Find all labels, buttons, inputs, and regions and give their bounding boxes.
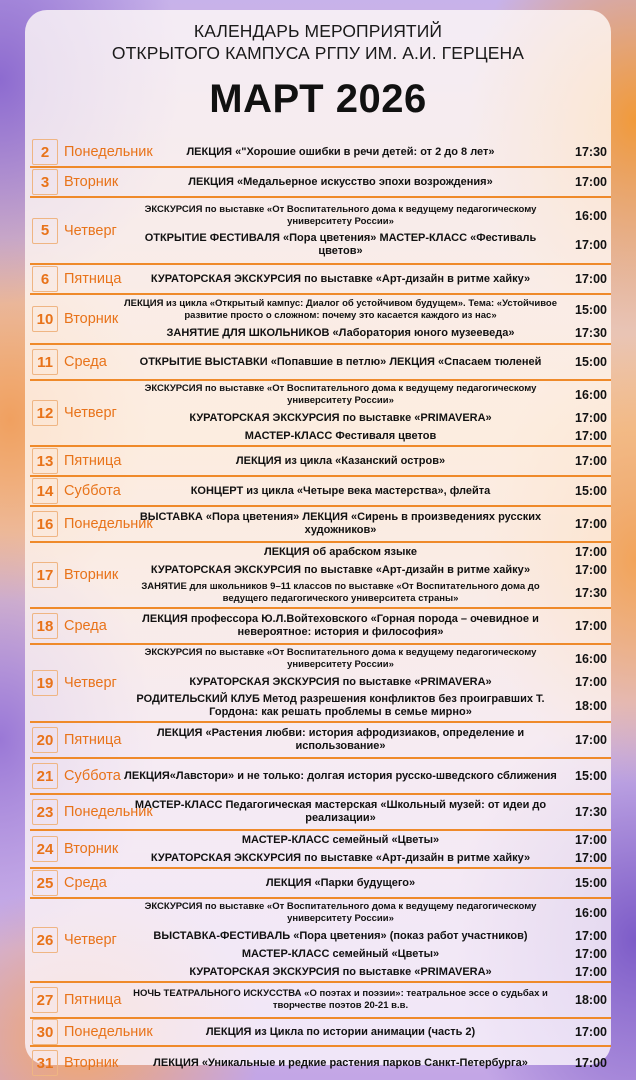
event-title: ЗАНЯТИЕ для школьников 9–11 классов по выставке «От Воспитательного дома до ведущего педагогического университета страны»: [141, 581, 540, 604]
event-time: 18:00: [575, 699, 607, 713]
event-title: ЭКСКУРСИЯ по выставке «От Воспитательного дома к ведущему педагогическому университету России»: [144, 901, 537, 924]
day-row: [30, 345, 611, 381]
event-time: 15:00: [575, 876, 607, 890]
day-label: [30, 723, 170, 757]
day-label: [30, 198, 170, 263]
calendar-header: [25, 10, 611, 124]
day-number: 16: [32, 511, 58, 537]
event-title: МАСТЕР-КЛАСС семейный «Цветы»: [241, 833, 440, 846]
event-item: [120, 1023, 611, 1041]
day-label: [30, 1019, 170, 1045]
event-time: 17:00: [575, 929, 607, 943]
event-time: 17:00: [575, 965, 607, 979]
event-list: [120, 797, 611, 827]
event-list: [120, 986, 611, 1014]
event-list: [120, 353, 611, 371]
event-title: МАСТЕР-КЛАСС Педагогическая мастерская «Школьный музей: от идеи до реализации»: [134, 799, 547, 824]
weekday-name: Четверг: [64, 405, 117, 421]
weekday-name: Четверг: [64, 675, 117, 691]
event-time: 17:30: [575, 586, 607, 600]
day-label: [30, 295, 170, 343]
event-list: [120, 725, 611, 755]
event-time: 15:00: [575, 769, 607, 783]
event-list: [120, 543, 611, 607]
event-title: КУРАТОРСКАЯ ЭКСКУРСИЯ по выставке «Арт-дизайн в ритме хайку»: [150, 851, 531, 864]
day-row: [30, 447, 611, 477]
weekday-name: Вторник: [64, 567, 119, 583]
event-list: [120, 1023, 611, 1041]
day-number: 21: [32, 763, 58, 789]
event-list: [120, 202, 611, 260]
event-title: ЭКСКУРСИЯ по выставке «От Воспитательного дома к ведущему педагогическому университету России»: [144, 203, 537, 227]
event-list: [120, 143, 611, 161]
event-time: 16:00: [575, 388, 607, 402]
event-time: 17:30: [575, 805, 607, 819]
weekday-name: Вторник: [64, 841, 119, 857]
event-item: [120, 173, 611, 191]
event-item: [120, 673, 611, 691]
day-row: [30, 759, 611, 795]
event-title: КОНЦЕРТ из цикла «Четыре века мастерства», флейта: [190, 484, 491, 497]
event-title: ВЫСТАВКА «Пора цветения» ЛЕКЦИЯ «Сирень в произведениях русских художников»: [139, 511, 542, 536]
day-row: [30, 869, 611, 899]
event-item: [120, 579, 611, 607]
event-item: [120, 725, 611, 755]
day-row: [30, 723, 611, 759]
event-time: 17:00: [575, 851, 607, 865]
day-row: [30, 477, 611, 507]
event-title: ЛЕКЦИЯ «Растения любви: история афродизиаков, определение и использование»: [156, 727, 525, 752]
event-item: [120, 849, 611, 867]
day-row: [30, 265, 611, 295]
event-list: [120, 874, 611, 892]
event-title: НОЧЬ ТЕАТРАЛЬНОГО ИСКУССТВА «О поэтах и поэзии»: театральное эссе о судьбах и творчестве поэтов 20-21 в.в.: [133, 988, 548, 1011]
event-time: 17:00: [575, 411, 607, 425]
event-title: КУРАТОРСКАЯ ЭКСКУРСИЯ по выставке «PRIMAVERA»: [189, 965, 492, 978]
day-number: 14: [32, 478, 58, 504]
event-time: 16:00: [575, 208, 607, 223]
day-number: 5: [32, 218, 58, 244]
event-item: [120, 353, 611, 371]
event-time: 17:00: [575, 429, 607, 443]
event-title: ЛЕКЦИЯ из цикла «Открытый кампус: Диалог об устойчивом будущем». Тема: «Устойчивое развитие просто о сложном: почему это касается каждого из нас»: [124, 298, 558, 321]
weekday-name: Пятница: [64, 992, 122, 1008]
event-item: [120, 1054, 611, 1072]
event-time: 17:00: [575, 619, 607, 633]
event-title: КУРАТОРСКАЯ ЭКСКУРСИЯ по выставке «Арт-дизайн в ритме хайку»: [150, 563, 531, 576]
day-number: 31: [32, 1050, 58, 1076]
weekday-name: Суббота: [64, 483, 121, 499]
event-item: [120, 963, 611, 981]
event-time: 17:30: [575, 326, 607, 340]
event-time: 17:00: [575, 272, 607, 286]
day-row: [30, 1047, 611, 1079]
event-time: 17:00: [575, 833, 607, 847]
weekday-name: Среда: [64, 618, 107, 634]
event-item: [120, 611, 611, 641]
weekday-name: Понедельник: [64, 144, 153, 160]
day-row: [30, 507, 611, 543]
event-time: 17:00: [575, 545, 607, 559]
weekday-name: Вторник: [64, 311, 119, 327]
calendar-title-line1: КАЛЕНДАРЬ МЕРОПРИЯТИЙ: [193, 21, 443, 41]
event-title: ОТКРЫТИЕ ВЫСТАВКИ «Попавшие в петлю» ЛЕКЦИЯ «Спасаем тюленей: [139, 355, 542, 368]
day-number: 3: [32, 169, 58, 195]
event-item: [120, 797, 611, 827]
event-list: [120, 270, 611, 288]
event-list: [120, 452, 611, 470]
event-item: [120, 381, 611, 409]
day-number: 24: [32, 836, 58, 862]
day-label: [30, 983, 170, 1017]
event-list: [120, 296, 611, 342]
event-time: 16:00: [575, 906, 607, 920]
event-title: ВЫСТАВКА-ФЕСТИВАЛЬ «Пора цветения» (показ работ участников): [153, 929, 528, 942]
event-title: ЛЕКЦИЯ из Цикла по истории анимации (часть 2): [205, 1025, 476, 1038]
event-item: [120, 409, 611, 427]
day-number: 27: [32, 987, 58, 1013]
event-time: 17:00: [575, 733, 607, 747]
day-label: [30, 759, 170, 793]
day-row: [30, 138, 611, 168]
day-row: [30, 198, 611, 265]
day-row: [30, 1019, 611, 1047]
event-item: [120, 296, 611, 324]
day-row: [30, 381, 611, 447]
event-title: ЭКСКУРСИЯ по выставке «От Воспитательного дома к ведущему педагогическому университету России»: [144, 647, 537, 670]
event-item: [120, 427, 611, 445]
day-number: 11: [32, 349, 58, 375]
day-number: 12: [32, 400, 58, 426]
weekday-name: Пятница: [64, 453, 122, 469]
day-label: [30, 831, 170, 867]
event-title: ЛЕКЦИЯ «Уникальные и редкие растения парков Санкт-Петербурга»: [153, 1056, 528, 1069]
day-number: 26: [32, 927, 58, 953]
event-list: [120, 381, 611, 445]
day-label: [30, 899, 170, 981]
weekday-name: Понедельник: [64, 1024, 153, 1040]
event-time: 17:00: [575, 237, 607, 252]
event-item: [120, 452, 611, 470]
event-list: [120, 899, 611, 981]
event-list: [120, 831, 611, 867]
day-row: [30, 795, 611, 831]
event-list: [120, 1054, 611, 1072]
weekday-name: Среда: [64, 875, 107, 891]
event-item: [120, 270, 611, 288]
weekday-name: Вторник: [64, 1055, 119, 1071]
day-number: 23: [32, 799, 58, 825]
event-title: ЛЕКЦИЯ об арабском языке: [264, 545, 417, 558]
event-list: [120, 611, 611, 641]
day-number: 17: [32, 562, 58, 588]
event-list: [120, 482, 611, 500]
event-time: 17:00: [575, 947, 607, 961]
event-time: 17:00: [575, 1056, 607, 1070]
event-item: [120, 986, 611, 1014]
weekday-name: Понедельник: [64, 804, 153, 820]
month-title: МАРТ 2026: [209, 77, 427, 121]
event-time: 17:00: [575, 675, 607, 689]
event-title: ЛЕКЦИЯ из цикла «Казанский остров»: [235, 454, 446, 467]
day-label: [30, 381, 170, 445]
event-item: [120, 899, 611, 927]
event-item: [120, 561, 611, 579]
event-item: [120, 927, 611, 945]
day-row: [30, 543, 611, 609]
day-row: [30, 168, 611, 198]
weekday-name: Понедельник: [64, 516, 153, 532]
day-number: 30: [32, 1019, 58, 1045]
event-item: [120, 543, 611, 561]
event-time: 17:30: [575, 145, 607, 159]
event-title: МАСТЕР-КЛАСС Фестиваля цветов: [244, 429, 437, 442]
day-row: [30, 899, 611, 983]
event-list: [120, 509, 611, 539]
weekday-name: Четверг: [64, 222, 117, 239]
event-title: ЛЕКЦИЯ «Медальерное искусство эпохи возрождения»: [188, 175, 493, 188]
calendar-title-line2: ОТКРЫТОГО КАМПУСА РГПУ ИМ. А.И. ГЕРЦЕНА: [111, 43, 525, 63]
event-item: [120, 143, 611, 161]
event-title: ЛЕКЦИЯ «"Хорошие ошибки в речи детей: от 2 до 8 лет»: [186, 145, 495, 158]
event-title: ЭКСКУРСИЯ по выставке «От Воспитательного дома к ведущему педагогическому университету России»: [144, 383, 537, 406]
event-title: МАСТЕР-КЛАСС семейный «Цветы»: [241, 947, 440, 960]
event-title: КУРАТОРСКАЯ ЭКСКУРСИЯ по выставке «Арт-дизайн в ритме хайку»: [150, 272, 531, 285]
event-time: 17:00: [575, 517, 607, 531]
event-title: РОДИТЕЛЬСКИЙ КЛУБ Метод разрешения конфликтов без проигравших Т. Гордона: как решать проблемы в семье мирно»: [136, 693, 545, 718]
event-time: 17:00: [575, 175, 607, 189]
event-item: [120, 509, 611, 539]
event-time: 16:00: [575, 652, 607, 666]
day-number: 20: [32, 727, 58, 753]
day-label: [30, 138, 170, 166]
event-title: ЛЕКЦИЯ«Лавстори» и не только: долгая история русско-шведского сближения: [124, 769, 557, 782]
event-title: ЗАНЯТИЕ ДЛЯ ШКОЛЬНИКОВ «Лаборатория юного музееведа»: [166, 326, 515, 339]
event-item: [120, 230, 611, 260]
day-number: 6: [32, 266, 58, 292]
day-number: 25: [32, 870, 58, 896]
event-item: [120, 831, 611, 849]
event-time: 17:00: [575, 454, 607, 468]
event-list: [120, 767, 611, 785]
event-time: 15:00: [575, 303, 607, 317]
day-label: [30, 345, 170, 379]
day-label: [30, 168, 170, 196]
event-title: ЛЕКЦИЯ профессора Ю.Л.Войтеховского «Горная порода – очевидное и невероятное: история и философия»: [142, 613, 539, 638]
day-label: [30, 645, 170, 721]
day-row: [30, 295, 611, 345]
event-time: 15:00: [575, 484, 607, 498]
event-item: [120, 874, 611, 892]
event-title: КУРАТОРСКАЯ ЭКСКУРСИЯ по выставке «PRIMAVERA»: [189, 675, 492, 688]
event-title: КУРАТОРСКАЯ ЭКСКУРСИЯ по выставке «PRIMAVERA»: [189, 411, 492, 424]
day-row: [30, 831, 611, 869]
event-item: [120, 324, 611, 342]
event-list: [120, 645, 611, 721]
day-row: [30, 983, 611, 1019]
day-label: [30, 869, 170, 897]
event-item: [120, 945, 611, 963]
day-number: 18: [32, 613, 58, 639]
event-time: 17:00: [575, 563, 607, 577]
weekday-name: Пятница: [64, 271, 122, 287]
day-number: 13: [32, 448, 58, 474]
event-time: 18:00: [575, 993, 607, 1007]
event-item: [120, 767, 611, 785]
day-row: [30, 609, 611, 645]
day-number: 19: [32, 670, 58, 696]
weekday-name: Среда: [64, 354, 107, 370]
event-item: [120, 202, 611, 230]
event-time: 17:00: [575, 1025, 607, 1039]
day-label: [30, 507, 170, 541]
day-label: [30, 265, 170, 293]
day-label: [30, 1047, 170, 1079]
day-label: [30, 609, 170, 643]
day-label: [30, 447, 170, 475]
event-schedule: [30, 138, 611, 1079]
event-item: [120, 482, 611, 500]
event-item: [120, 645, 611, 673]
day-number: 10: [32, 306, 58, 332]
event-time: 15:00: [575, 355, 607, 369]
weekday-name: Пятница: [64, 732, 122, 748]
event-title: ОТКРЫТИЕ ФЕСТИВАЛЯ «Пора цветения» МАСТЕР-КЛАСС «Фестиваль цветов»: [144, 231, 537, 257]
day-label: [30, 795, 170, 829]
day-label: [30, 543, 170, 607]
weekday-name: Вторник: [64, 174, 119, 190]
event-title: ЛЕКЦИЯ «Парки будущего»: [265, 876, 416, 889]
event-item: [120, 691, 611, 721]
day-row: [30, 645, 611, 723]
day-number: 2: [32, 139, 58, 165]
weekday-name: Суббота: [64, 768, 121, 784]
day-label: [30, 477, 170, 505]
event-list: [120, 173, 611, 191]
weekday-name: Четверг: [64, 932, 117, 948]
